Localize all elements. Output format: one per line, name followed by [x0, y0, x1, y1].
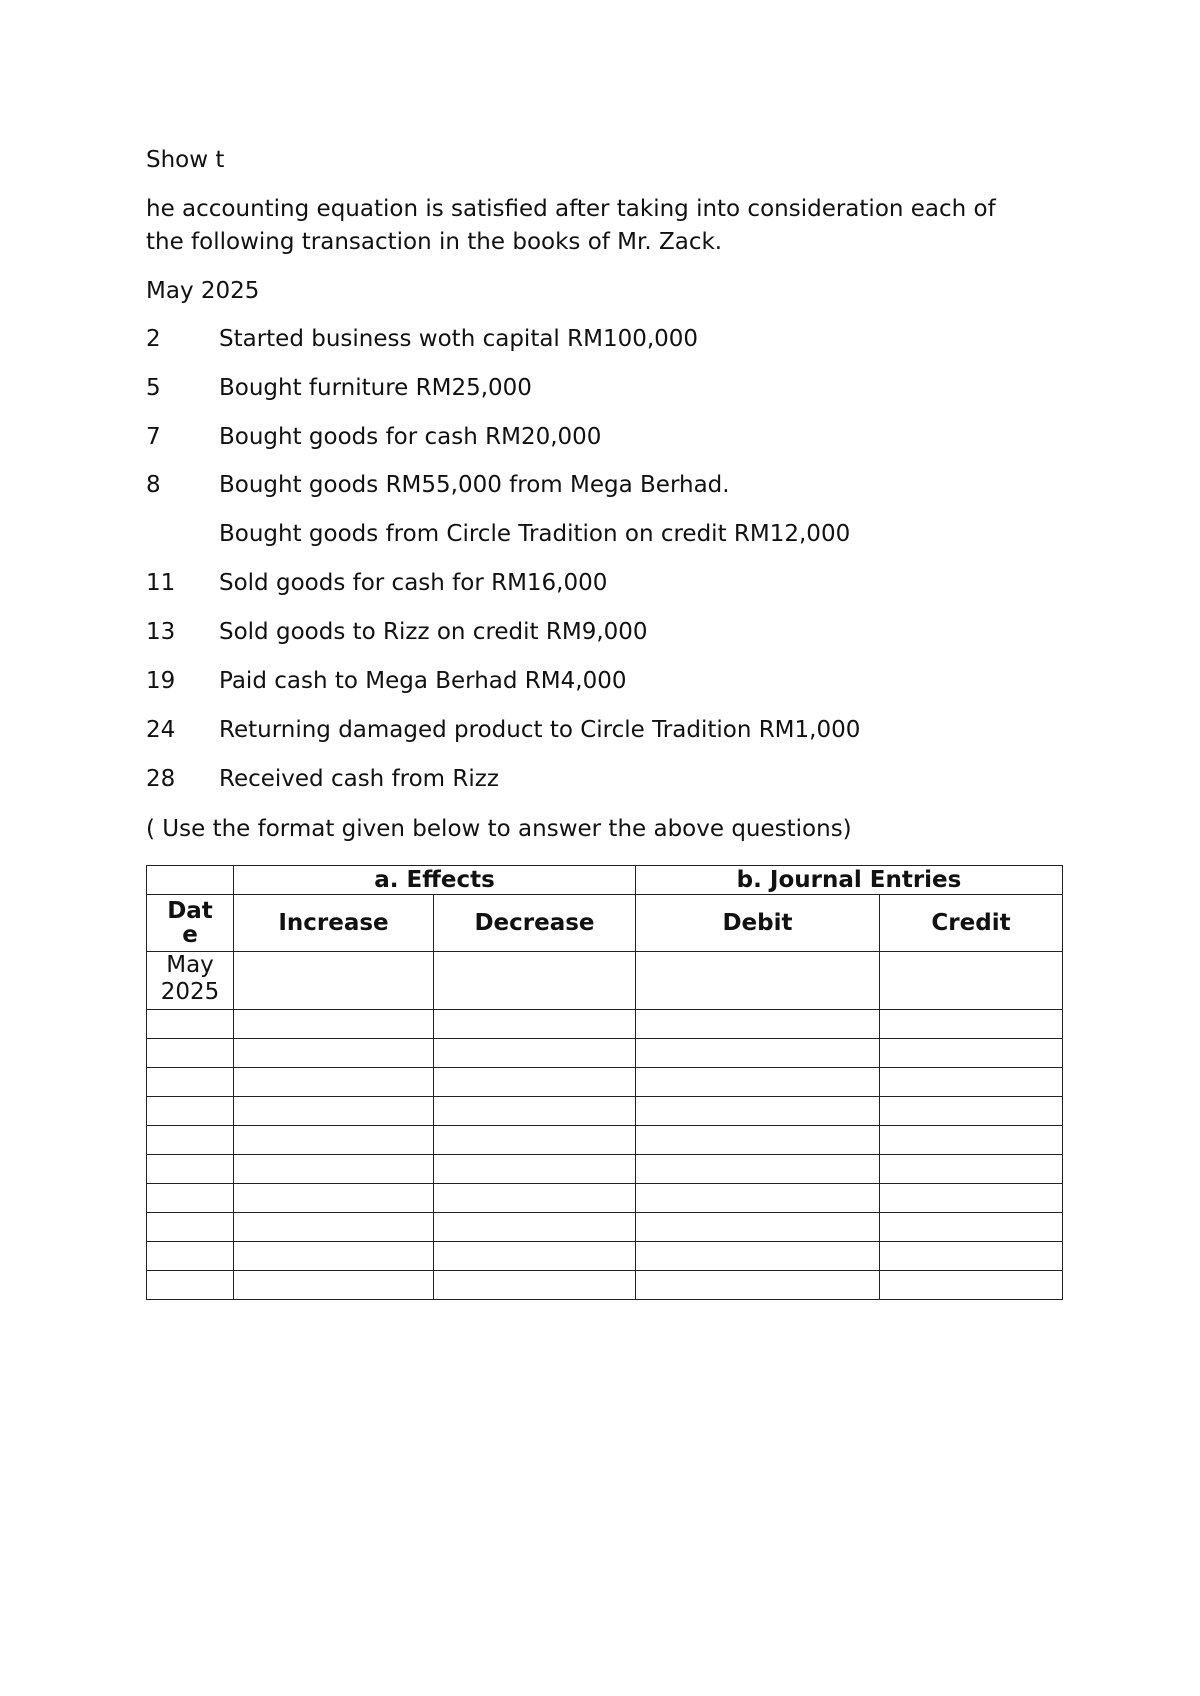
transaction-day: 2	[146, 326, 161, 352]
header-debit: Debit	[636, 895, 880, 952]
transaction-text: Bought goods from Circle Tradition on credit RM12,000	[219, 521, 851, 547]
date-cell[interactable]	[147, 952, 234, 1010]
decrease-cell[interactable]	[434, 1242, 636, 1271]
transaction-text: Bought furniture RM25,000	[219, 375, 532, 401]
table-group-header	[147, 866, 1063, 895]
transaction-text: Started business woth capital RM100,000	[219, 326, 699, 352]
decrease-cell[interactable]	[434, 1039, 636, 1068]
table-column-header	[147, 895, 1063, 952]
transaction-text: Bought goods RM55,000 from Mega Berhad.	[219, 472, 730, 498]
date-cell[interactable]	[147, 1271, 234, 1300]
decrease-cell[interactable]	[434, 1097, 636, 1126]
debit-cell[interactable]	[636, 1213, 880, 1242]
credit-cell[interactable]	[880, 952, 1063, 1010]
transaction-text: Sold goods to Rizz on credit RM9,000	[219, 619, 648, 645]
credit-cell[interactable]	[880, 1097, 1063, 1126]
date-cell[interactable]	[147, 1155, 234, 1184]
date-cell[interactable]	[147, 1242, 234, 1271]
date-cell[interactable]	[147, 1184, 234, 1213]
table-row	[147, 1155, 1063, 1184]
debit-cell[interactable]	[636, 1155, 880, 1184]
increase-cell[interactable]	[234, 1213, 434, 1242]
increase-cell[interactable]	[234, 1184, 434, 1213]
table-row	[147, 1068, 1063, 1097]
table-row	[147, 1213, 1063, 1242]
increase-cell[interactable]	[234, 1271, 434, 1300]
decrease-cell[interactable]	[434, 952, 636, 1010]
date-cell[interactable]	[147, 1010, 234, 1039]
instruction-text: ( Use the format given below to answer the above questions)	[146, 816, 852, 842]
table-row	[147, 1184, 1063, 1213]
table-row	[147, 1097, 1063, 1126]
date-cell-month: May	[166, 952, 214, 978]
header-increase: Increase	[234, 895, 434, 952]
header-date	[147, 895, 234, 952]
table-row	[147, 952, 1063, 1010]
date-cell[interactable]	[147, 1213, 234, 1242]
credit-cell[interactable]	[880, 1010, 1063, 1039]
header-date-line-2: e	[182, 922, 198, 948]
date-cell[interactable]	[147, 1068, 234, 1097]
transaction-day: 11	[146, 570, 176, 596]
question-intro	[146, 193, 996, 259]
debit-cell[interactable]	[636, 1068, 880, 1097]
increase-cell[interactable]	[234, 952, 434, 1010]
credit-cell[interactable]	[880, 1242, 1063, 1271]
credit-cell[interactable]	[880, 1126, 1063, 1155]
decrease-cell[interactable]	[434, 1010, 636, 1039]
debit-cell[interactable]	[636, 1010, 880, 1039]
debit-cell[interactable]	[636, 1184, 880, 1213]
date-cell[interactable]	[147, 1039, 234, 1068]
question-line-2: he accounting equation is satisfied after taking into consideration each of	[146, 196, 996, 222]
header-decrease: Decrease	[434, 895, 636, 952]
answer-table	[146, 865, 1063, 1300]
credit-cell[interactable]	[880, 1155, 1063, 1184]
header-effects: a. Effects	[234, 866, 636, 895]
date-cell[interactable]	[147, 1097, 234, 1126]
decrease-cell[interactable]	[434, 1126, 636, 1155]
transaction-day: 19	[146, 668, 176, 694]
table-row	[147, 1039, 1063, 1068]
transaction-day: 7	[146, 424, 161, 450]
transaction-day: 13	[146, 619, 176, 645]
decrease-cell[interactable]	[434, 1184, 636, 1213]
table-row	[147, 1271, 1063, 1300]
transaction-day: 5	[146, 375, 161, 401]
transaction-text: Paid cash to Mega Berhad RM4,000	[219, 668, 627, 694]
increase-cell[interactable]	[234, 1039, 434, 1068]
debit-cell[interactable]	[636, 1242, 880, 1271]
credit-cell[interactable]	[880, 1271, 1063, 1300]
decrease-cell[interactable]	[434, 1155, 636, 1184]
date-cell[interactable]	[147, 1126, 234, 1155]
debit-cell[interactable]	[636, 1097, 880, 1126]
period-heading: May 2025	[146, 278, 260, 304]
transaction-text: Sold goods for cash for RM16,000	[219, 570, 608, 596]
debit-cell[interactable]	[636, 1271, 880, 1300]
transaction-text: Received cash from Rizz	[219, 766, 499, 792]
credit-cell[interactable]	[880, 1184, 1063, 1213]
increase-cell[interactable]	[234, 1242, 434, 1271]
transaction-text: Returning damaged product to Circle Tradition RM1,000	[219, 717, 861, 743]
transaction-day: 28	[146, 766, 176, 792]
table-row	[147, 1242, 1063, 1271]
transaction-day: 8	[146, 472, 161, 498]
credit-cell[interactable]	[880, 1068, 1063, 1097]
decrease-cell[interactable]	[434, 1271, 636, 1300]
header-date-line-1: Dat	[167, 898, 213, 924]
transaction-day: 24	[146, 717, 176, 743]
table-row	[147, 1126, 1063, 1155]
table-row	[147, 1010, 1063, 1039]
debit-cell[interactable]	[636, 1039, 880, 1068]
increase-cell[interactable]	[234, 1126, 434, 1155]
transaction-text: Bought goods for cash RM20,000	[219, 424, 602, 450]
debit-cell[interactable]	[636, 952, 880, 1010]
question-line-1: Show t	[146, 147, 225, 173]
decrease-cell[interactable]	[434, 1068, 636, 1097]
header-credit: Credit	[880, 895, 1063, 952]
increase-cell[interactable]	[234, 1155, 434, 1184]
increase-cell[interactable]	[234, 1068, 434, 1097]
header-journal-entries: b. Journal Entries	[636, 866, 1063, 895]
debit-cell[interactable]	[636, 1126, 880, 1155]
question-line-3: the following transaction in the books of Mr. Zack.	[146, 229, 723, 255]
increase-cell[interactable]	[234, 1097, 434, 1126]
credit-cell[interactable]	[880, 1039, 1063, 1068]
credit-cell[interactable]	[880, 1213, 1063, 1242]
increase-cell[interactable]	[234, 1010, 434, 1039]
decrease-cell[interactable]	[434, 1213, 636, 1242]
date-cell-year: 2025	[160, 979, 220, 1005]
header-blank-cell	[147, 866, 234, 895]
